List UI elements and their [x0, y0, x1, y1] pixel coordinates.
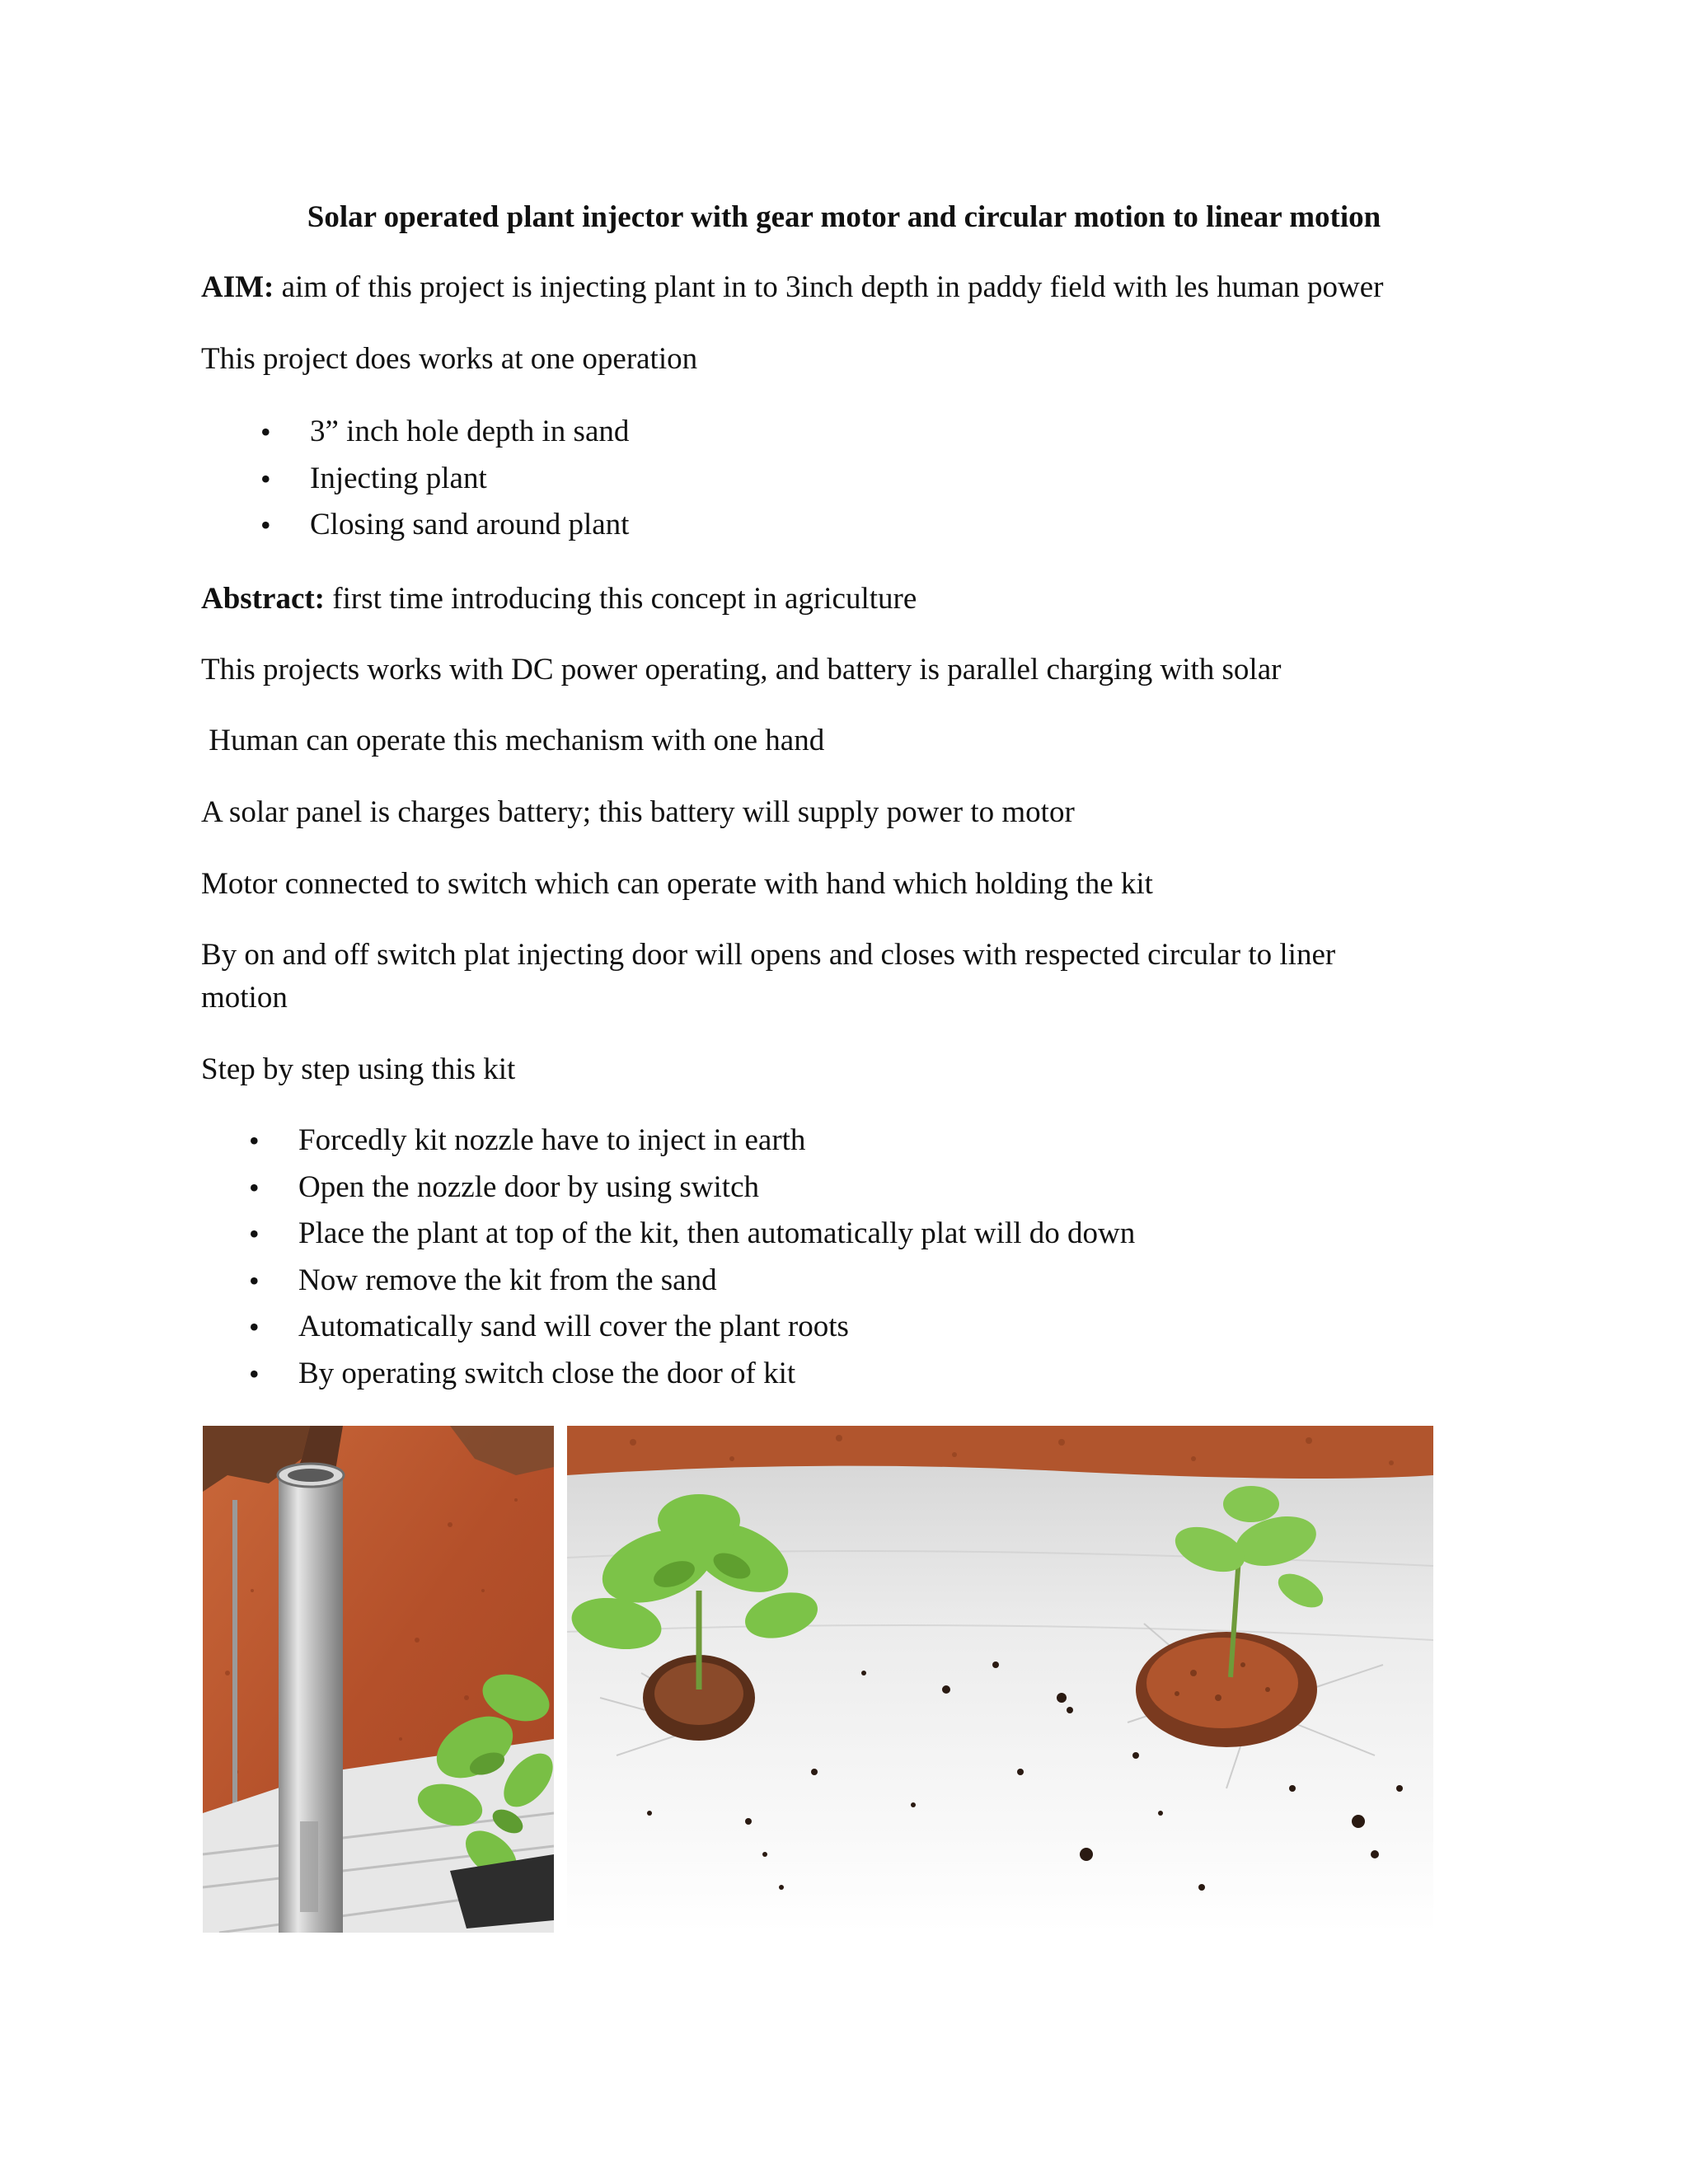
- injector-tube-photo: [203, 1426, 554, 1933]
- abstract-line: [201, 578, 917, 621]
- list-item: • Place the plant at top of the kit, then automatically plat will do down: [298, 1211, 1135, 1258]
- paragraph: This projects works with DC power operating, and battery is parallel charging with solar: [201, 653, 1282, 687]
- paragraph: Motor connected to switch which can operate with hand which holding the kit: [201, 867, 1153, 901]
- operations-list: [310, 409, 629, 549]
- list-item: • Open the nozzle door by using switch: [298, 1165, 1135, 1212]
- aim-label: AIM:: [201, 270, 274, 304]
- list-item: • Automatically sand will cover the plant roots: [298, 1304, 1135, 1351]
- document-title: Solar operated plant injector with gear motor and circular motion to linear motion: [307, 200, 1381, 234]
- seedlings-photo: [567, 1426, 1433, 1933]
- injector-tube-illustration: [203, 1426, 554, 1933]
- steps-heading: Step by step using this kit: [201, 1052, 516, 1086]
- list-item: • Forcedly kit nozzle have to inject in earth: [298, 1118, 1135, 1165]
- aim-text: aim of this project is injecting plant in to 3inch depth in paddy field with les human power: [274, 270, 1384, 304]
- list-item: • By operating switch close the door of kit: [298, 1351, 1135, 1398]
- paragraph: A solar panel is charges battery; this battery will supply power to motor: [201, 795, 1075, 829]
- door-paragraph-line2: motion: [201, 981, 288, 1015]
- seedlings-illustration: [567, 1426, 1433, 1933]
- steps-list: [298, 1118, 1135, 1397]
- list-item: • 3” inch hole depth in sand: [310, 409, 629, 456]
- door-paragraph-line1: By on and off switch plat injecting door will opens and closes with respected circular to liner: [201, 938, 1336, 972]
- abstract-text: first time introducing this concept in agriculture: [325, 582, 917, 616]
- paragraph: Human can operate this mechanism with one hand: [201, 724, 825, 757]
- abstract-label: Abstract:: [201, 582, 326, 616]
- intro-line: This project does works at one operation: [201, 342, 698, 376]
- list-item: • Closing sand around plant: [310, 502, 629, 549]
- list-item: • Injecting plant: [310, 456, 629, 503]
- aim-line: [201, 266, 1384, 309]
- list-item: • Now remove the kit from the sand: [298, 1258, 1135, 1305]
